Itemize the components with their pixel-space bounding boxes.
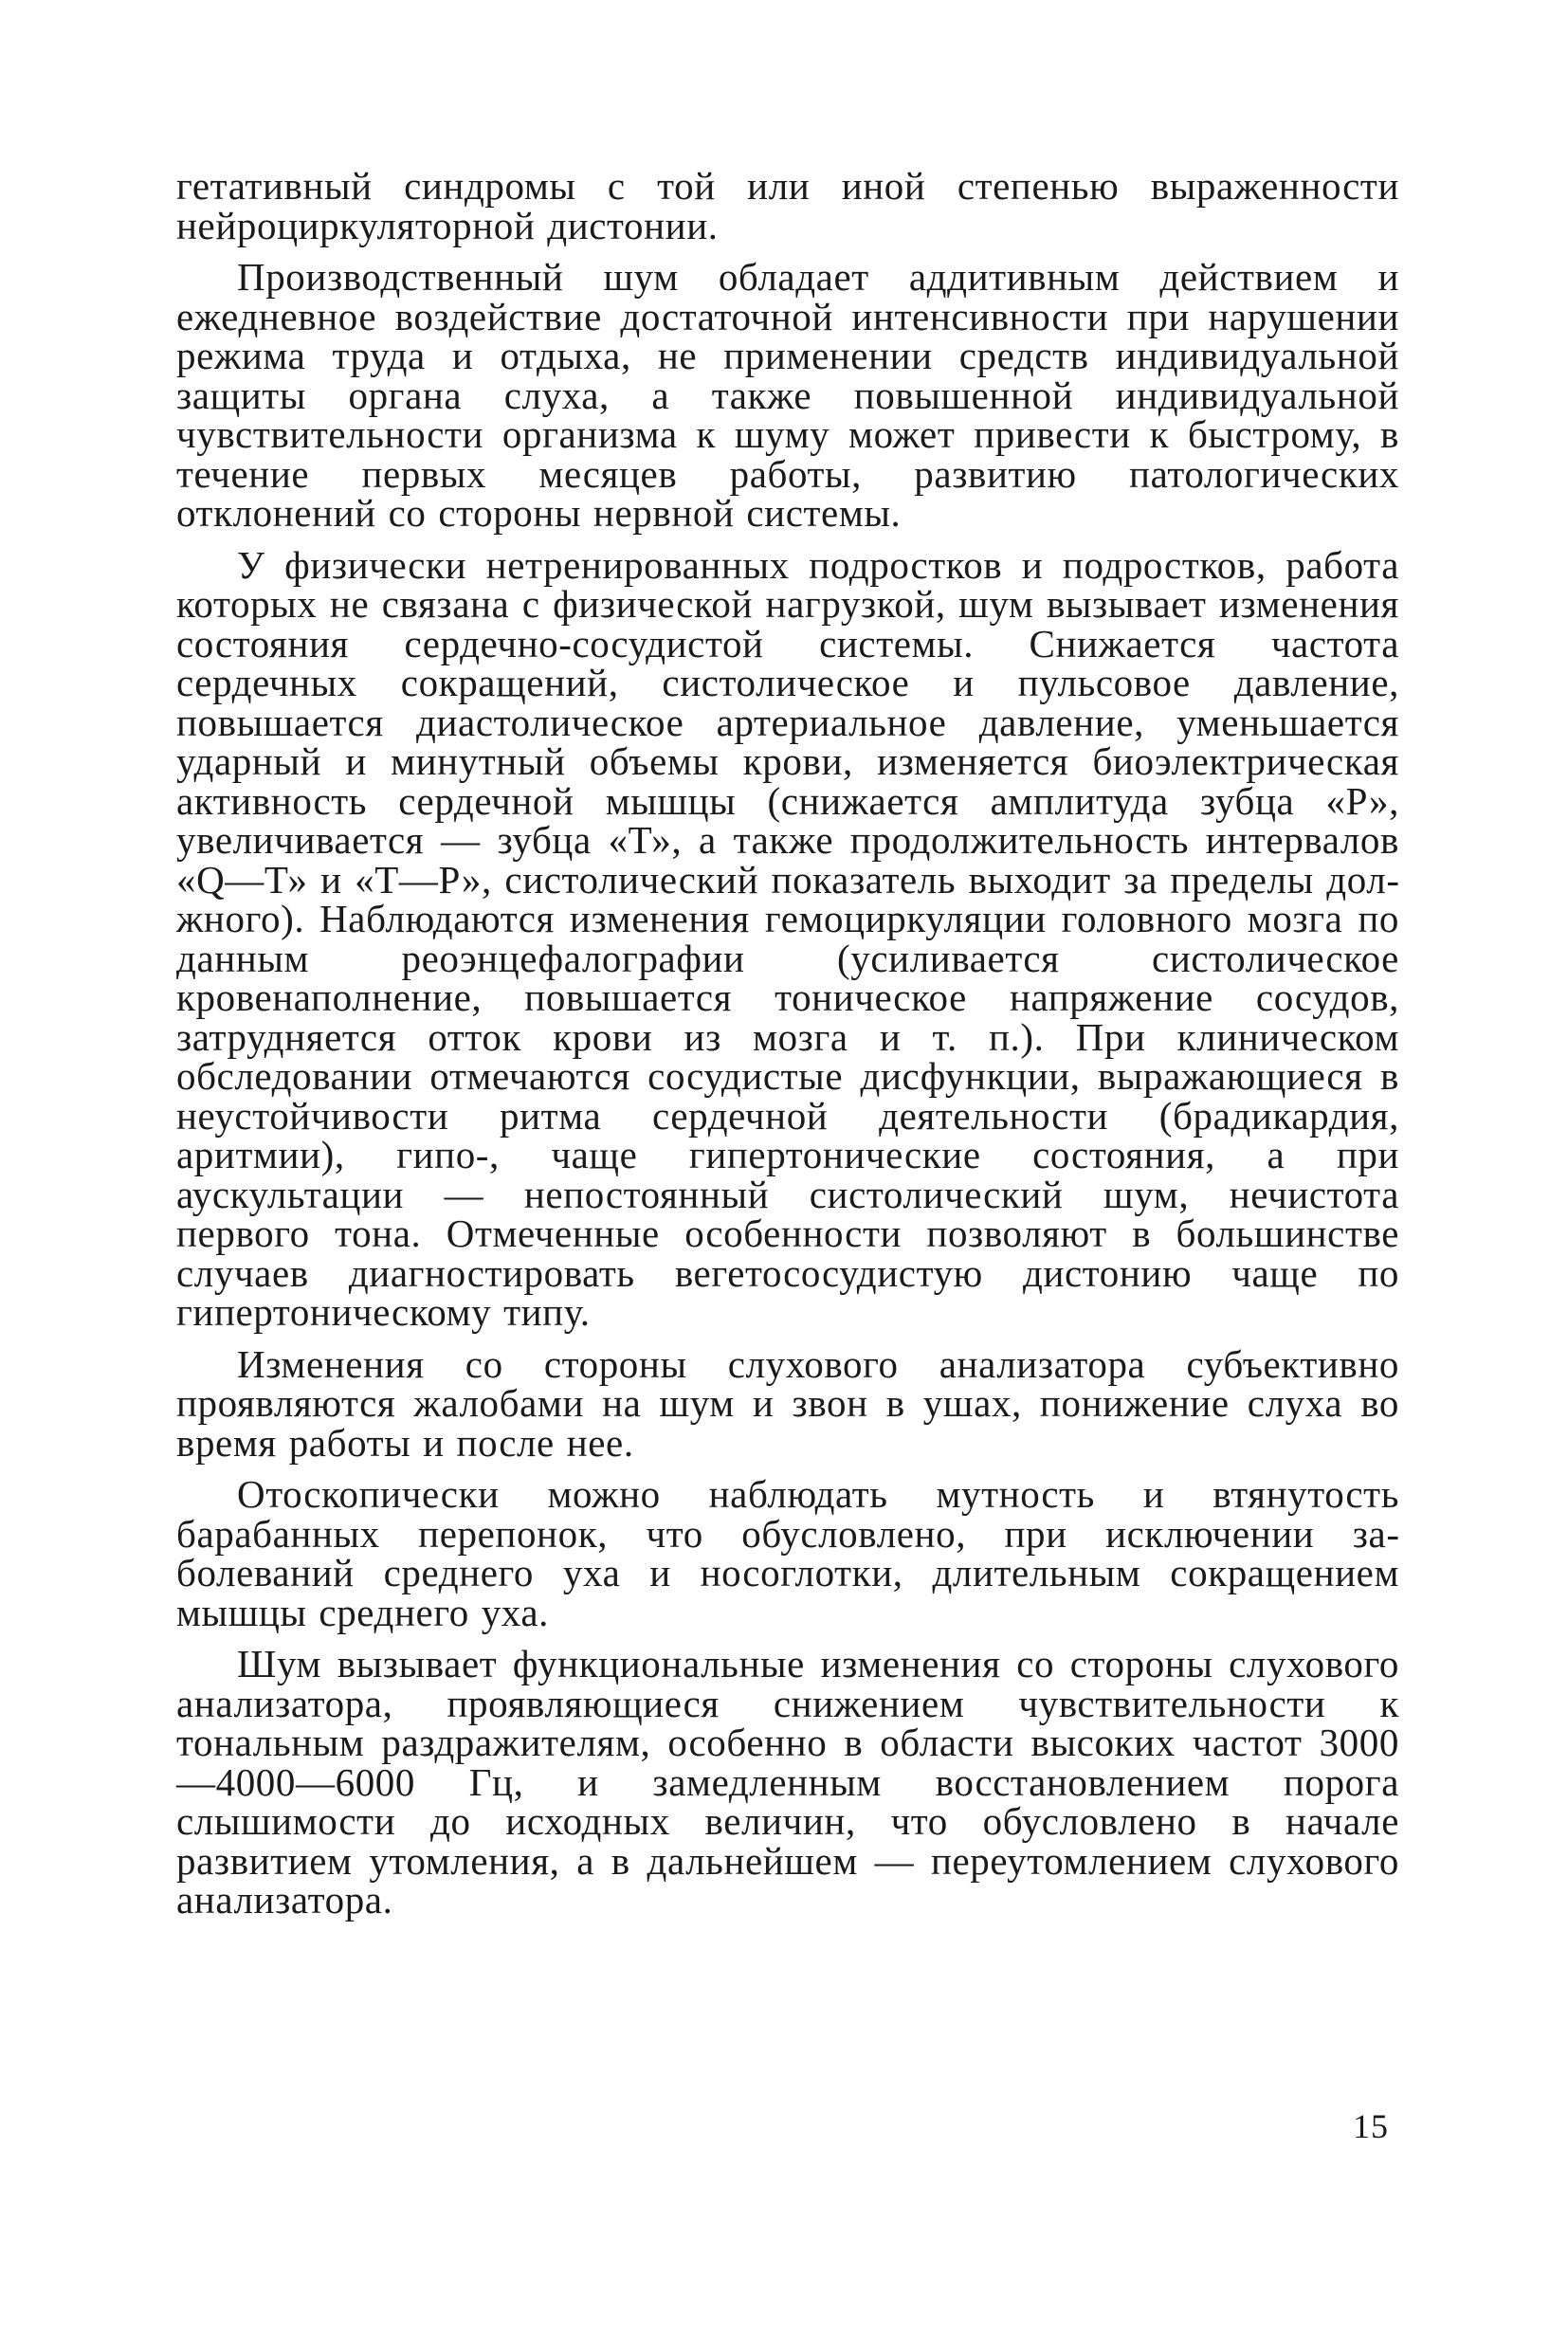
paragraph-otoscopy: Отоскопически можно наблюдать мутность и втянутость барабанных перепонок, что обусловлено, при исключении заболеваний среднего уха и носоглотки, длительным сокращением мышцы среднего уха. xyxy=(176,1472,1399,1634)
page-body xyxy=(176,164,1399,1933)
paragraph-noise-additive-effect: Производственный шум обладает аддитивным действием и ежедневное воздействие достаточной интенсивности при нарушении режима труда и отдыха, не применении средств индивидуальной защиты органа слуха, а также повышенной индивидуальной чувствительности организма к шуму может привести к быстрому, в течение первых месяцев работы, развитию патологических отклонений со стороны нервной системы. xyxy=(176,255,1399,535)
paragraph-cardiovascular-changes: У физически нетренированных подростков и подростков, работа которых не связана с физической нагрузкой, шум вызывает изменения состояния сердечно-сосудистой системы. Снижается частота сердечных сокращений, систолическое и пульсовое давление, повышается диастолическое артериальное давление, уменьшается ударный и минутный объемы крови, изменяется биоэлектрическая активность сердечной мышцы (снижается амплитуда зубца «Р», увеличивается — зубца «Т», а также продолжительность интервалов «Q—Т» и «Т—Р», систолический показатель выходит за пределы должного). Наблюдаются изменения гемоциркуляции головного мозга по данным реоэнцефалографии (усиливается систолическое кровенаполнение, повышается тоническое напряжение сосудов, затрудняется отток крови из мозга и т. п.). При клиническом обследовании отмечаются сосудистые дисфункции, выражающиеся в неустойчивости ритма сердечной деятельности (брадикардия, аритмии), гипо-, чаще гипертонические состояния, а при аускультации — непостоянный систолический шум, нечистота первого тона. Отмеченные особенности позволяют в большинстве случаев диагностировать вегетососудистую дистонию чаще по гипертоническому типу. xyxy=(176,542,1399,1334)
paragraph-continuation: гетативный синдромы с той или иной степенью выраженности нейроциркуляторной дистонии. xyxy=(176,164,1399,247)
paragraph-auditory-complaints: Изменения со стороны слухового анализатора субъективно проявляются жалобами на шум и звон в ушах, понижение слуха во время работы и после нее. xyxy=(176,1341,1399,1465)
paragraph-functional-changes: Шум вызывает функциональные изменения со стороны слухового анализатора, проявляющиеся снижением чувствительности к тональным раздражителям, особенно в области высоких частот 3000—4000—6000 Гц, и замедленным восстановлением порога слышимости до исходных величин, что обусловлено в начале развитием утомления, а в дальнейшем — переутомлением слухового анализатора. xyxy=(176,1642,1399,1922)
page-number: 15 xyxy=(1353,2107,1389,2145)
